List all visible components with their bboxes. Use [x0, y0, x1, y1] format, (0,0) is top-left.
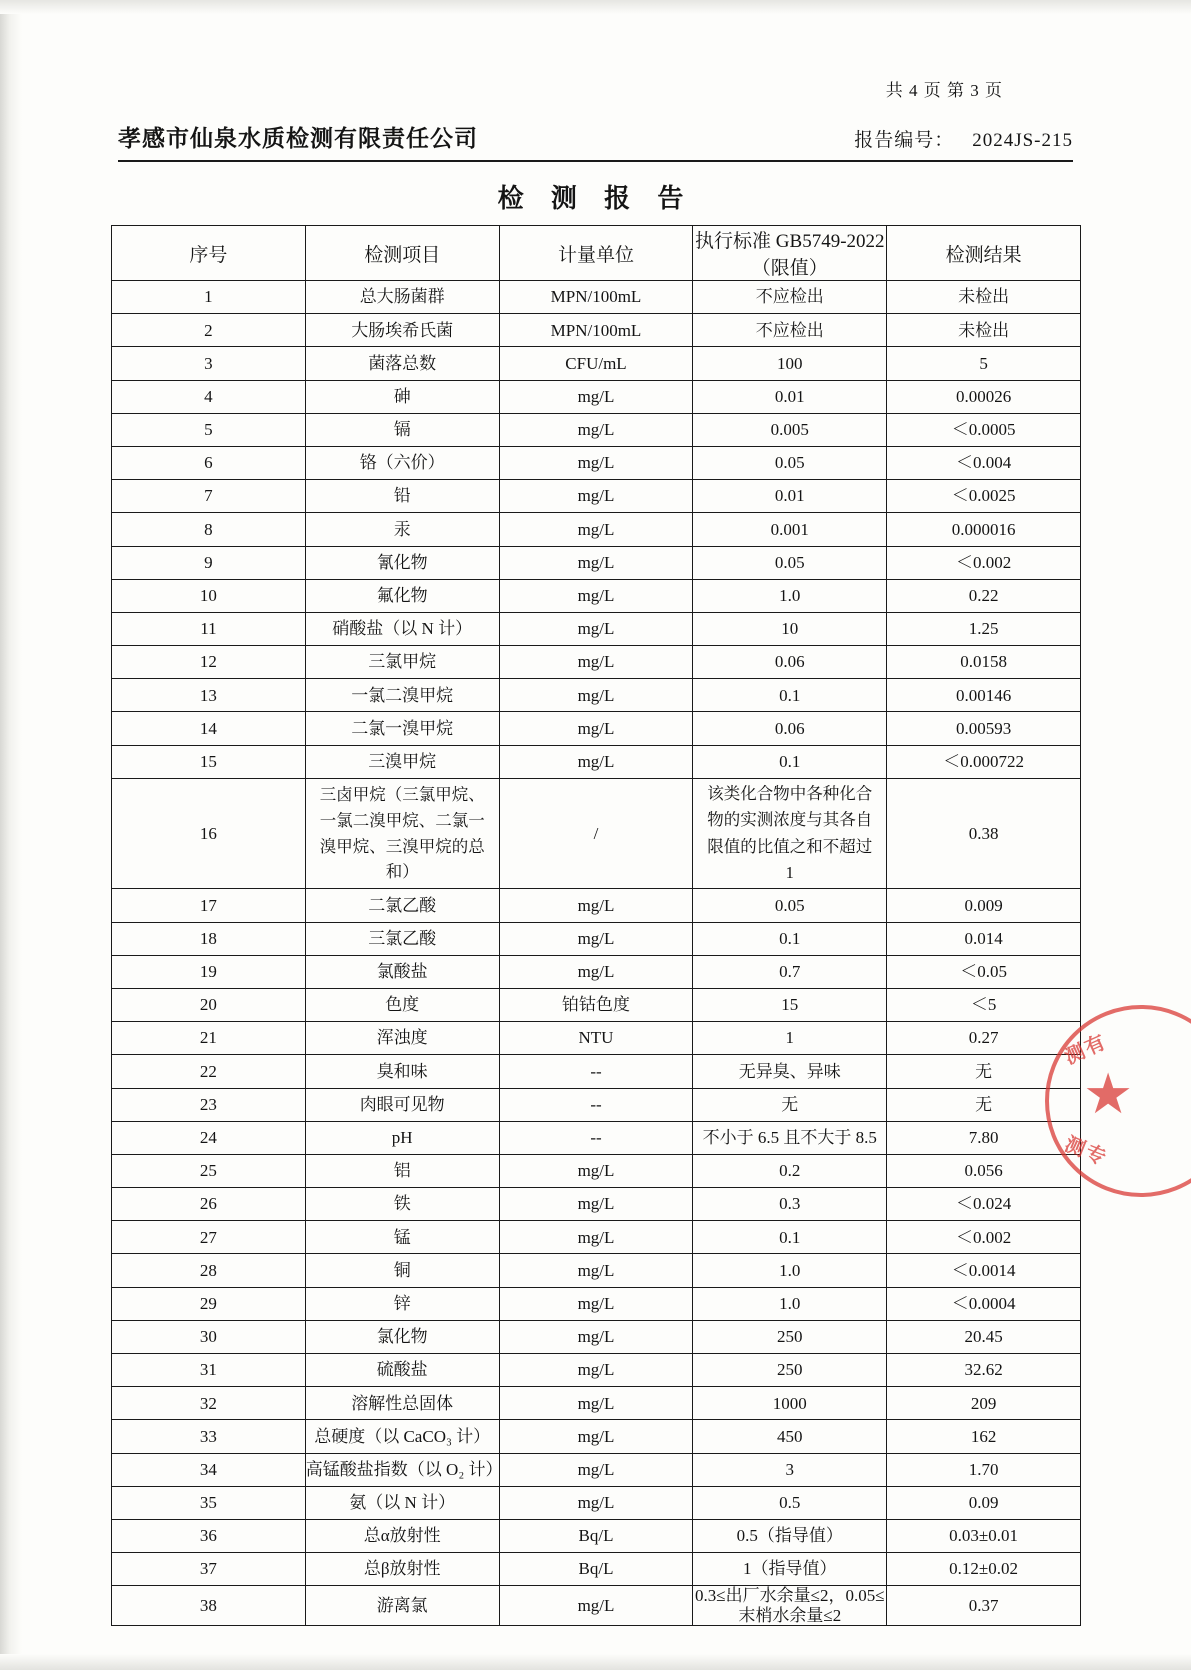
cell-item: 总β放射性 [305, 1553, 499, 1586]
table-row [112, 1553, 1081, 1586]
cell-no: 13 [112, 679, 306, 712]
cell-result: 32.62 [887, 1354, 1081, 1387]
cell-result: ＜0.002 [887, 1221, 1081, 1254]
cell-result: 162 [887, 1420, 1081, 1453]
cell-unit: -- [499, 1055, 693, 1088]
cell-standard: 0.2 [693, 1154, 887, 1187]
cell-item: pH [305, 1121, 499, 1154]
table-row [112, 1254, 1081, 1287]
cell-result: 20.45 [887, 1320, 1081, 1353]
results-table [111, 225, 1081, 1626]
cell-no: 29 [112, 1287, 306, 1320]
cell-standard: 该类化合物中各种化合物的实测浓度与其各自限值的比值之和不超过 1 [693, 778, 887, 889]
cell-no: 8 [112, 513, 306, 546]
cell-no: 10 [112, 579, 306, 612]
table-row [112, 922, 1081, 955]
table-row [112, 1453, 1081, 1486]
cell-result: 0.0158 [887, 646, 1081, 679]
cell-no: 9 [112, 546, 306, 579]
cell-no: 23 [112, 1088, 306, 1121]
cell-item: 菌落总数 [305, 347, 499, 380]
cell-unit: / [499, 778, 693, 889]
page-title: 检 测 报 告 [497, 183, 694, 213]
cell-standard: 0.06 [693, 646, 887, 679]
cell-item: 三卤甲烷（三氯甲烷、一氯二溴甲烷、二氯一溴甲烷、三溴甲烷的总和） [305, 778, 499, 889]
cell-no: 6 [112, 446, 306, 479]
cell-standard: 100 [693, 347, 887, 380]
cell-result: 1.70 [887, 1453, 1081, 1486]
cell-standard: 不应检出 [693, 281, 887, 314]
cell-item: 总大肠菌群 [305, 281, 499, 314]
cell-no: 2 [112, 314, 306, 347]
cell-item: 氨（以 N 计） [305, 1486, 499, 1519]
cell-no: 25 [112, 1154, 306, 1187]
header-divider [118, 160, 1073, 162]
cell-result: 5 [887, 347, 1081, 380]
cell-result: 0.09 [887, 1486, 1081, 1519]
table-row [112, 612, 1081, 645]
cell-unit: mg/L [499, 1254, 693, 1287]
paper-edge-top [0, 0, 1191, 14]
cell-item: 铁 [305, 1188, 499, 1221]
cell-standard: 0.1 [693, 745, 887, 778]
cell-result: ＜0.002 [887, 546, 1081, 579]
cell-item: 臭和味 [305, 1055, 499, 1088]
cell-no: 4 [112, 380, 306, 413]
cell-item: 汞 [305, 513, 499, 546]
cell-no: 37 [112, 1553, 306, 1586]
cell-item: 氯化物 [305, 1320, 499, 1353]
cell-standard: 1.0 [693, 1287, 887, 1320]
cell-item: 锌 [305, 1287, 499, 1320]
table-row [112, 1055, 1081, 1088]
cell-result: 0.22 [887, 579, 1081, 612]
table-row [112, 1121, 1081, 1154]
cell-no: 20 [112, 988, 306, 1021]
cell-result: 0.000016 [887, 513, 1081, 546]
table-row [112, 679, 1081, 712]
cell-unit: mg/L [499, 1154, 693, 1187]
table-row [112, 889, 1081, 922]
cell-item: 三氯甲烷 [305, 646, 499, 679]
cell-item: 一氯二溴甲烷 [305, 679, 499, 712]
cell-result: 0.03±0.01 [887, 1519, 1081, 1552]
cell-item: 二氯乙酸 [305, 889, 499, 922]
table-row [112, 314, 1081, 347]
cell-item: 总α放射性 [305, 1519, 499, 1552]
cell-no: 15 [112, 745, 306, 778]
table-row [112, 281, 1081, 314]
cell-item: 铝 [305, 1154, 499, 1187]
cell-unit: 铂钴色度 [499, 988, 693, 1021]
cell-unit: -- [499, 1121, 693, 1154]
cell-standard: 250 [693, 1354, 887, 1387]
stamp-text-top: 测有 [1061, 1030, 1111, 1069]
cell-item: 高锰酸盐指数（以 O₂ 计） [305, 1453, 499, 1486]
cell-no: 19 [112, 955, 306, 988]
cell-unit: mg/L [499, 1453, 693, 1486]
report-number-value: 2024JS-215 [972, 130, 1073, 151]
cell-result: 0.38 [887, 778, 1081, 889]
cell-unit: mg/L [499, 612, 693, 645]
cell-standard: 10 [693, 612, 887, 645]
cell-unit: mg/L [499, 1420, 693, 1453]
cell-unit: mg/L [499, 679, 693, 712]
cell-standard: 1000 [693, 1387, 887, 1420]
cell-item: 砷 [305, 380, 499, 413]
cell-unit: mg/L [499, 922, 693, 955]
cell-unit: mg/L [499, 712, 693, 745]
cell-standard: 0.05 [693, 889, 887, 922]
cell-no: 5 [112, 413, 306, 446]
cell-unit: mg/L [499, 380, 693, 413]
cell-standard: 15 [693, 988, 887, 1021]
cell-unit: mg/L [499, 413, 693, 446]
table-header-row [112, 226, 1081, 281]
cell-standard: 3 [693, 1453, 887, 1486]
cell-standard: 0.1 [693, 922, 887, 955]
table-row [112, 1486, 1081, 1519]
cell-result: ＜0.024 [887, 1188, 1081, 1221]
table-row [112, 745, 1081, 778]
table-row [112, 1287, 1081, 1320]
column-header-no: 序号 [112, 226, 306, 281]
table-row [112, 347, 1081, 380]
table-row [112, 778, 1081, 889]
cell-standard: 0.06 [693, 712, 887, 745]
table-row [112, 1387, 1081, 1420]
cell-unit: CFU/mL [499, 347, 693, 380]
cell-no: 11 [112, 612, 306, 645]
cell-standard: 0.01 [693, 380, 887, 413]
cell-result: 未检出 [887, 314, 1081, 347]
cell-result: ＜0.0004 [887, 1287, 1081, 1320]
cell-standard: 1.0 [693, 1254, 887, 1287]
page-count: 共 4 页 第 3 页 [885, 81, 1003, 100]
cell-no: 18 [112, 922, 306, 955]
cell-no: 35 [112, 1486, 306, 1519]
cell-item: 铜 [305, 1254, 499, 1287]
cell-unit: mg/L [499, 1320, 693, 1353]
table-row [112, 646, 1081, 679]
cell-unit: mg/L [499, 446, 693, 479]
cell-standard: 0.1 [693, 679, 887, 712]
report-number-label: 报告编号： [854, 130, 955, 151]
cell-item: 铅 [305, 480, 499, 513]
cell-result: 0.37 [887, 1586, 1081, 1626]
cell-no: 31 [112, 1354, 306, 1387]
paper-edge-bottom [0, 1654, 1191, 1670]
cell-no: 38 [112, 1586, 306, 1626]
cell-unit: mg/L [499, 579, 693, 612]
cell-no: 32 [112, 1387, 306, 1420]
cell-standard: 0.01 [693, 480, 887, 513]
cell-standard: 0.5（指导值） [693, 1519, 887, 1552]
table-row [112, 1320, 1081, 1353]
cell-unit: mg/L [499, 1387, 693, 1420]
cell-result: ＜0.0014 [887, 1254, 1081, 1287]
cell-result: 0.009 [887, 889, 1081, 922]
cell-result: ＜0.004 [887, 446, 1081, 479]
cell-unit: mg/L [499, 745, 693, 778]
cell-unit: MPN/100mL [499, 281, 693, 314]
cell-result: 0.00146 [887, 679, 1081, 712]
table-row [112, 1420, 1081, 1453]
cell-unit: mg/L [499, 513, 693, 546]
table-row [112, 513, 1081, 546]
cell-no: 33 [112, 1420, 306, 1453]
cell-result: 1.25 [887, 612, 1081, 645]
cell-result: ＜0.05 [887, 955, 1081, 988]
table-row [112, 546, 1081, 579]
cell-unit: -- [499, 1088, 693, 1121]
cell-item: 大肠埃希氏菌 [305, 314, 499, 347]
cell-item: 浑浊度 [305, 1022, 499, 1055]
table-row [112, 413, 1081, 446]
cell-item: 镉 [305, 413, 499, 446]
table-row [112, 988, 1081, 1021]
cell-standard: 不应检出 [693, 314, 887, 347]
cell-result: 209 [887, 1387, 1081, 1420]
cell-standard: 0.1 [693, 1221, 887, 1254]
cell-standard: 450 [693, 1420, 887, 1453]
column-header-standard: 执行标准 GB5749-2022（限值） [693, 226, 887, 281]
cell-standard: 无 [693, 1088, 887, 1121]
cell-unit: mg/L [499, 955, 693, 988]
column-header-item: 检测项目 [305, 226, 499, 281]
cell-no: 17 [112, 889, 306, 922]
cell-standard: 0.001 [693, 513, 887, 546]
cell-no: 24 [112, 1121, 306, 1154]
report-number [854, 125, 1073, 152]
stamp-text-bottom: 测专 [1061, 1133, 1111, 1171]
cell-unit: mg/L [499, 889, 693, 922]
cell-item: 氟化物 [305, 579, 499, 612]
table-row [112, 1519, 1081, 1552]
cell-result: 0.00593 [887, 712, 1081, 745]
cell-standard: 0.3 [693, 1188, 887, 1221]
cell-no: 30 [112, 1320, 306, 1353]
cell-unit: MPN/100mL [499, 314, 693, 347]
table-row [112, 1022, 1081, 1055]
cell-unit: mg/L [499, 1188, 693, 1221]
cell-item: 硫酸盐 [305, 1354, 499, 1387]
column-header-result: 检测结果 [887, 226, 1081, 281]
cell-standard: 0.3≤出厂水余量≤2，0.05≤末梢水余量≤2 [693, 1586, 887, 1626]
cell-item: 氰化物 [305, 546, 499, 579]
cell-unit: Bq/L [499, 1519, 693, 1552]
table-row [112, 480, 1081, 513]
cell-item: 三氯乙酸 [305, 922, 499, 955]
cell-item: 氯酸盐 [305, 955, 499, 988]
cell-unit: mg/L [499, 480, 693, 513]
table-row [112, 712, 1081, 745]
cell-result: 无 [887, 1088, 1081, 1121]
cell-unit: Bq/L [499, 1553, 693, 1586]
cell-result: ＜0.0025 [887, 480, 1081, 513]
cell-unit: mg/L [499, 646, 693, 679]
cell-result: 0.014 [887, 922, 1081, 955]
cell-unit: mg/L [499, 546, 693, 579]
cell-standard: 0.05 [693, 446, 887, 479]
cell-item: 锰 [305, 1221, 499, 1254]
cell-no: 21 [112, 1022, 306, 1055]
cell-standard: 1 [693, 1022, 887, 1055]
cell-item: 铬（六价） [305, 446, 499, 479]
table-row [112, 1586, 1081, 1626]
cell-no: 34 [112, 1453, 306, 1486]
stamp-star-icon: ★ [1083, 1064, 1134, 1126]
cell-result: 无 [887, 1055, 1081, 1088]
cell-item: 三溴甲烷 [305, 745, 499, 778]
table-row [112, 955, 1081, 988]
table-row [112, 1188, 1081, 1221]
table-row [112, 1088, 1081, 1121]
cell-no: 26 [112, 1188, 306, 1221]
cell-unit: mg/L [499, 1586, 693, 1626]
table-row [112, 1354, 1081, 1387]
cell-item: 肉眼可见物 [305, 1088, 499, 1121]
cell-standard: 不小于 6.5 且不大于 8.5 [693, 1121, 887, 1154]
table-row [112, 1154, 1081, 1187]
cell-item: 总硬度（以 CaCO₃ 计） [305, 1420, 499, 1453]
cell-result: 0.00026 [887, 380, 1081, 413]
cell-standard: 0.005 [693, 413, 887, 446]
column-header-unit: 计量单位 [499, 226, 693, 281]
cell-standard: 250 [693, 1320, 887, 1353]
table-row [112, 446, 1081, 479]
cell-item: 游离氯 [305, 1586, 499, 1626]
cell-no: 14 [112, 712, 306, 745]
cell-standard: 0.05 [693, 546, 887, 579]
cell-result: 7.80 [887, 1121, 1081, 1154]
table-row [112, 380, 1081, 413]
cell-result: ＜5 [887, 988, 1081, 1021]
cell-standard: 无异臭、异味 [693, 1055, 887, 1088]
cell-no: 16 [112, 778, 306, 889]
cell-standard: 1.0 [693, 579, 887, 612]
cell-no: 28 [112, 1254, 306, 1287]
cell-no: 7 [112, 480, 306, 513]
cell-unit: mg/L [499, 1287, 693, 1320]
cell-standard: 1（指导值） [693, 1553, 887, 1586]
cell-item: 硝酸盐（以 N 计） [305, 612, 499, 645]
cell-item: 色度 [305, 988, 499, 1021]
cell-result: ＜0.000722 [887, 745, 1081, 778]
cell-item: 溶解性总固体 [305, 1387, 499, 1420]
cell-standard: 0.5 [693, 1486, 887, 1519]
cell-no: 1 [112, 281, 306, 314]
table-row [112, 579, 1081, 612]
document-header [118, 120, 1073, 153]
cell-unit: mg/L [499, 1354, 693, 1387]
company-name: 孝感市仙泉水质检测有限责任公司 [118, 125, 478, 151]
table-row [112, 1221, 1081, 1254]
cell-no: 36 [112, 1519, 306, 1552]
cell-no: 22 [112, 1055, 306, 1088]
cell-unit: mg/L [499, 1486, 693, 1519]
cell-result: 0.056 [887, 1154, 1081, 1187]
cell-no: 12 [112, 646, 306, 679]
cell-unit: NTU [499, 1022, 693, 1055]
cell-result: 0.12±0.02 [887, 1553, 1081, 1586]
paper-edge-left [0, 0, 22, 1670]
cell-standard: 0.7 [693, 955, 887, 988]
cell-no: 3 [112, 347, 306, 380]
cell-result: ＜0.0005 [887, 413, 1081, 446]
cell-unit: mg/L [499, 1221, 693, 1254]
cell-item: 二氯一溴甲烷 [305, 712, 499, 745]
cell-result: 0.27 [887, 1022, 1081, 1055]
cell-no: 27 [112, 1221, 306, 1254]
cell-result: 未检出 [887, 281, 1081, 314]
